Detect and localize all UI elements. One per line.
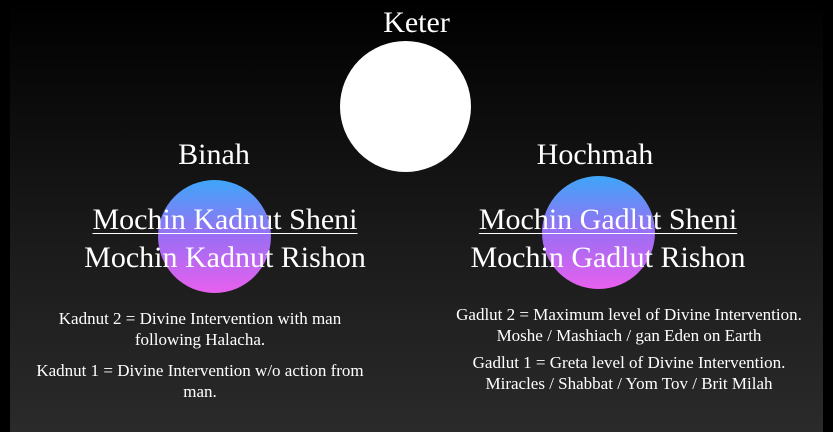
- hochmah-mochin-sheni: Mochin Gadlut Sheni: [478, 203, 738, 236]
- binah-title: Binah: [178, 138, 250, 171]
- kadnut-1-text: Kadnut 1 = Divine Intervention w/o action from man.: [36, 361, 364, 401]
- gadlut-2-text: Gadlut 2 = Maximum level of Divine Intervention. Moshe / Mashiach / gan Eden on Earth: [456, 305, 802, 345]
- hochmah-title: Hochmah: [536, 138, 654, 171]
- binah-description: [30, 308, 370, 402]
- keter-circle: [340, 41, 471, 172]
- kadnut-2-text: Kadnut 2 = Divine Intervention with man following Halacha.: [58, 309, 342, 349]
- hochmah-description: [448, 304, 810, 394]
- keter-title: Keter: [383, 6, 450, 39]
- slide: [10, 0, 823, 432]
- binah-mochin-sheni: Mochin Kadnut Sheni: [92, 203, 358, 236]
- binah-mochin-block: [40, 201, 410, 277]
- binah-mochin-rishon: Mochin Kadnut Rishon: [84, 241, 366, 274]
- hochmah-mochin-rishon: Mochin Gadlut Rishon: [470, 241, 746, 274]
- gadlut-1-text: Gadlut 1 = Greta level of Divine Intervention. Miracles / Shabbat / Yom Tov / Brit Milah: [472, 353, 786, 393]
- hochmah-mochin-block: [428, 201, 788, 277]
